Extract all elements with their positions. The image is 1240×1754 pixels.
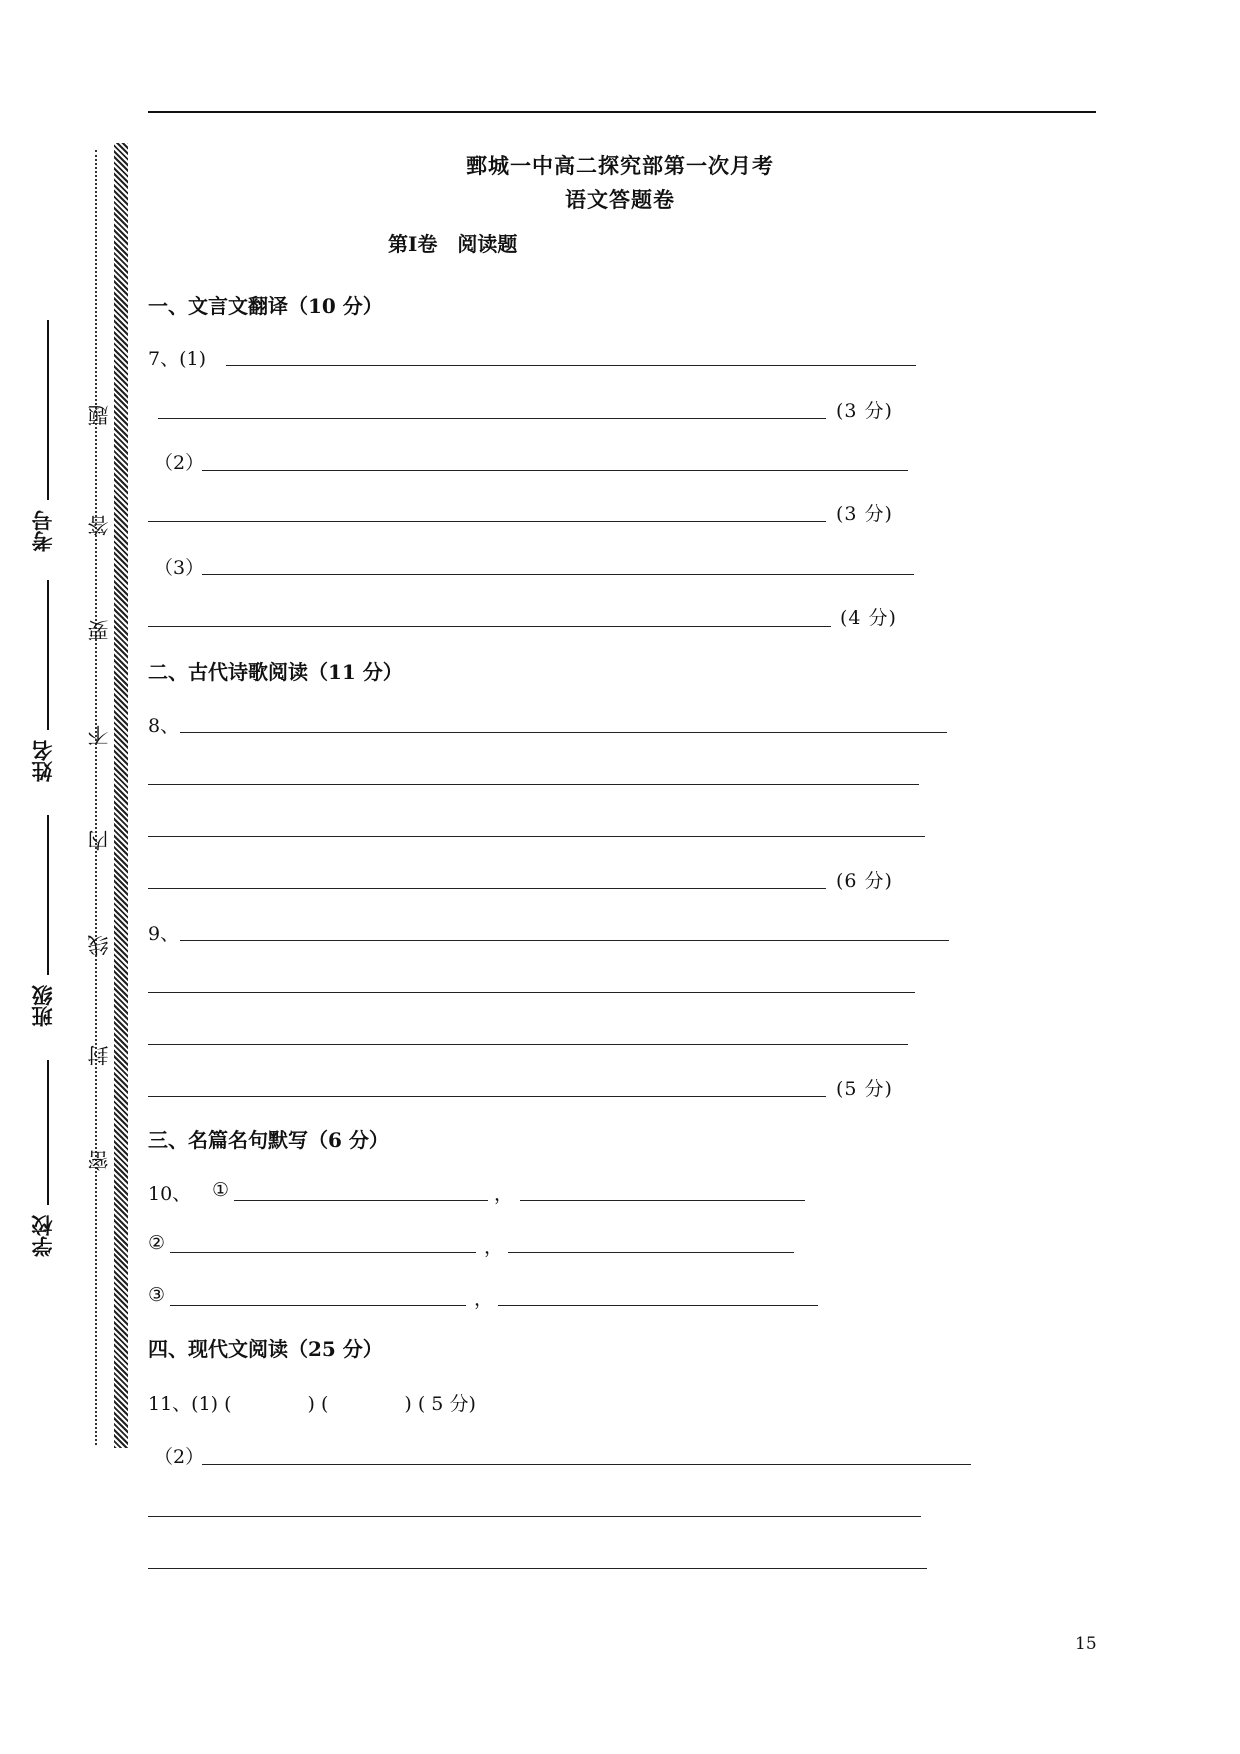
seal-char-2: 封 bbox=[87, 1045, 111, 1066]
exam-number-field[interactable] bbox=[47, 320, 49, 500]
exam-number-label: 考号 bbox=[30, 510, 55, 552]
seal-char-3: 线 bbox=[87, 935, 111, 956]
q11-2-answer-line-2[interactable] bbox=[148, 1516, 921, 1517]
seal-dotted-line bbox=[95, 150, 97, 1445]
binding-hatch-strip bbox=[114, 143, 128, 1448]
q10-2-comma: ， bbox=[484, 1236, 504, 1258]
q7-3-answer-line[interactable] bbox=[202, 574, 914, 575]
q11-1-line: 11、(1) ( ) ( ) ( 5 分) bbox=[148, 1393, 476, 1415]
q7-2-answer-line[interactable] bbox=[202, 470, 908, 471]
top-rule bbox=[148, 111, 1096, 113]
q10-1-comma: ， bbox=[494, 1183, 514, 1205]
q7-2-label: （2） bbox=[154, 452, 205, 474]
seal-char-6: 要 bbox=[87, 620, 111, 641]
school-field[interactable] bbox=[47, 1060, 49, 1205]
q10-circle-3: ③ bbox=[148, 1284, 166, 1306]
exam-title: 鄄城一中高二探究部第一次月考 bbox=[466, 153, 774, 178]
seal-char-7: 答 bbox=[87, 515, 111, 536]
section-2-heading: 二、古代诗歌阅读（11 分） bbox=[148, 660, 403, 684]
q10-2-second-line[interactable] bbox=[508, 1252, 794, 1253]
q10-1-first-line[interactable] bbox=[234, 1200, 488, 1201]
q8-label: 8、 bbox=[148, 715, 180, 737]
section-1-heading: 一、文言文翻译（10 分） bbox=[148, 294, 383, 318]
q10-circle-2: ② bbox=[148, 1232, 166, 1254]
q10-1-second-line[interactable] bbox=[520, 1200, 805, 1201]
seal-char-1: 密 bbox=[87, 1150, 111, 1171]
name-field[interactable] bbox=[47, 580, 49, 730]
section-3-heading: 三、名篇名句默写（6 分） bbox=[148, 1128, 389, 1152]
q7-1-answer-line[interactable] bbox=[226, 365, 916, 366]
q10-3-second-line[interactable] bbox=[498, 1305, 818, 1306]
q9-answer-line-4[interactable] bbox=[148, 1096, 826, 1097]
seal-char-4: 内 bbox=[87, 830, 111, 851]
seal-char-5: 不 bbox=[87, 725, 111, 746]
q7-3-answer-line-2[interactable] bbox=[148, 626, 831, 627]
q10-circle-1: ① bbox=[212, 1179, 230, 1201]
volume-title: 第Ⅰ卷 阅读题 bbox=[388, 232, 518, 256]
seal-char-8: 题 bbox=[87, 405, 111, 426]
q8-answer-line-2[interactable] bbox=[148, 784, 919, 785]
page-number: 15 bbox=[1075, 1634, 1097, 1654]
q8-answer-line-4[interactable] bbox=[148, 888, 826, 889]
q7-2-answer-line-2[interactable] bbox=[148, 521, 826, 522]
q9-answer-line-1[interactable] bbox=[180, 940, 949, 941]
q8-score: (6 分) bbox=[836, 870, 893, 892]
q7-1-answer-line-2[interactable] bbox=[158, 418, 826, 419]
q11-2-answer-line-3[interactable] bbox=[148, 1568, 927, 1569]
q7-label: 7、(1) bbox=[148, 348, 207, 370]
q7-3-score: (4 分) bbox=[840, 607, 897, 629]
class-field[interactable] bbox=[47, 815, 49, 975]
q7-2-score: (3 分) bbox=[836, 503, 893, 525]
q11-2-label: （2） bbox=[154, 1446, 205, 1468]
class-label: 班级 bbox=[30, 985, 55, 1027]
section-4-heading: 四、现代文阅读（25 分） bbox=[148, 1337, 383, 1361]
q11-2-answer-line-1[interactable] bbox=[202, 1464, 971, 1465]
q7-1-score: (3 分) bbox=[836, 400, 893, 422]
q9-label: 9、 bbox=[148, 923, 180, 945]
name-label: 姓名 bbox=[30, 740, 55, 782]
q10-2-first-line[interactable] bbox=[170, 1252, 476, 1253]
q10-label: 10、 bbox=[148, 1183, 192, 1205]
exam-subtitle: 语文答题卷 bbox=[565, 187, 675, 212]
q9-answer-line-2[interactable] bbox=[148, 992, 915, 993]
q7-3-label: （3） bbox=[154, 557, 205, 579]
q8-answer-line-1[interactable] bbox=[180, 732, 947, 733]
q9-score: (5 分) bbox=[836, 1078, 893, 1100]
q10-3-comma: ， bbox=[474, 1288, 494, 1310]
q9-answer-line-3[interactable] bbox=[148, 1044, 908, 1045]
q8-answer-line-3[interactable] bbox=[148, 836, 925, 837]
school-label: 学校 bbox=[30, 1215, 55, 1257]
q10-3-first-line[interactable] bbox=[170, 1305, 466, 1306]
